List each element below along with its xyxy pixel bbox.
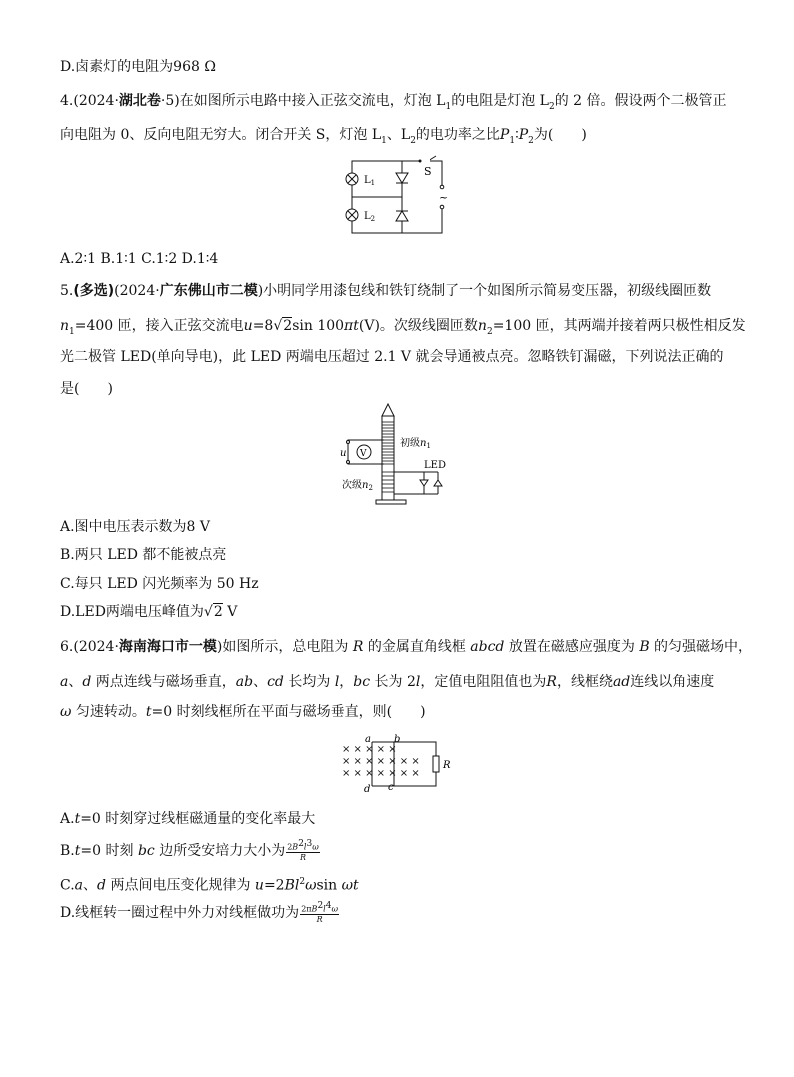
q6-option-c: C.a、d 两点间电压变化规律为 $u=2Bl^2\omega\sin$ ωt [60,877,359,894]
q5-line-2: $n_1=400$ 匝，接入正弦交流电u=8√2sin 100πt(V)。次级线圈匝数$n_2=100$ 匝，其两端并接着两只极性相反发 [60,318,746,337]
svg-text:初级n1: 初级$n_1$ [400,438,431,450]
q6-option-b: B.t=0 时刻 bc 边所受安培力大小为 $\frac{2B^2l^3\omega}{R}$ [60,839,319,862]
svg-text:LED: LED [424,460,446,471]
q5-line-1: 5.(多选)(2024·广东佛山市二模)小明同学用漆包线和铁钉绕制了一个如图所示简易变压器，初级线圈匝数 [60,283,712,299]
svg-text:a: a [365,734,371,745]
svg-text:R: R [443,760,451,771]
svg-text:× × × × ×: × × × × × [342,744,397,755]
q4-line-2: 向电阻为 0、反向电阻无穷大。闭合开关 S，灯泡 $L_1$、$L_2$的电功率之比$P_1∶P_2$为( ) [60,127,587,146]
q5-option-b: B.两只 LED 都不能被点亮 [60,547,227,563]
q4-circuit-figure [340,155,450,237]
svg-text:V: V [360,449,367,459]
q6-line-2: a、d 两点连线与磁场垂直，ab、cd 长均为 l，bc 长为 2l，定值电阻阻值也为R，线框绕ad连线以角速度 [60,674,715,690]
q6-frame-figure [338,728,458,796]
svg-text:b: b [394,734,401,745]
q6-line-1: 6.(2024·海南海口市一模)如图所示，总电阻为 R 的金属直角线框 abcd 放置在磁感应强度为 B 的匀强磁场中， [60,639,753,655]
svg-text:d: d [364,784,371,795]
q4-line-1: 4.(2024·湖北卷·5)在如图所示电路中接入正弦交流电，灯泡 $L_1$的电阻是灯泡 $L_2$的 2 倍。假设两个二极管正 [60,93,727,112]
svg-text:u: u [340,448,347,459]
svg-text:S: S [424,165,432,178]
q5-option-d: D.LED两端电压峰值为√2 V [60,604,238,620]
q3-option-d: D.卤素灯的电阻为968 Ω [60,59,216,75]
svg-text:× × × × × × ×: × × × × × × × [342,756,420,767]
q6-option-a: A.t=0 时刻穿过线框磁通量的变化率最大 [60,811,316,827]
q5-transformer-figure [338,402,468,510]
q6-option-d: D.线框转一圈过程中外力对线框做功为 $\frac{2\pi B^2l^4\omega}{R}$ [60,901,338,924]
q5-option-a: A.图中电压表示数为8 V [60,519,211,535]
q4-options: A.2∶1 B.1∶1 C.1∶2 D.1∶4 [60,251,219,267]
svg-text:L1: $L_1$ [364,175,376,187]
q5-line-4: 是( ) [60,381,113,397]
svg-text:L2: $L_2$ [364,211,376,223]
svg-text:次级n2: 次级$n_2$ [342,480,373,492]
q6-line-3: ω 匀速转动。t=0 时刻线框所在平面与磁场垂直，则( ) [60,704,426,720]
svg-text:~: ~ [439,191,449,204]
q6-d-fraction: $\frac{2\pi B^2l^4\omega}{R}$ [301,901,338,924]
q5-option-c: C.每只 LED 闪光频率为 50 Hz [60,576,259,592]
svg-text:× × × × × × ×: × × × × × × × [342,768,420,779]
q6-b-fraction: $\frac{2B^2l^3\omega}{R}$ [287,839,319,862]
svg-text:c: c [388,782,394,793]
q5-line-3: 光二极管 LED(单向导电)，此 LED 两端电压超过 2.1 V 就会导通被点亮。忽略铁钉漏磁，下列说法正确的 [60,349,724,365]
